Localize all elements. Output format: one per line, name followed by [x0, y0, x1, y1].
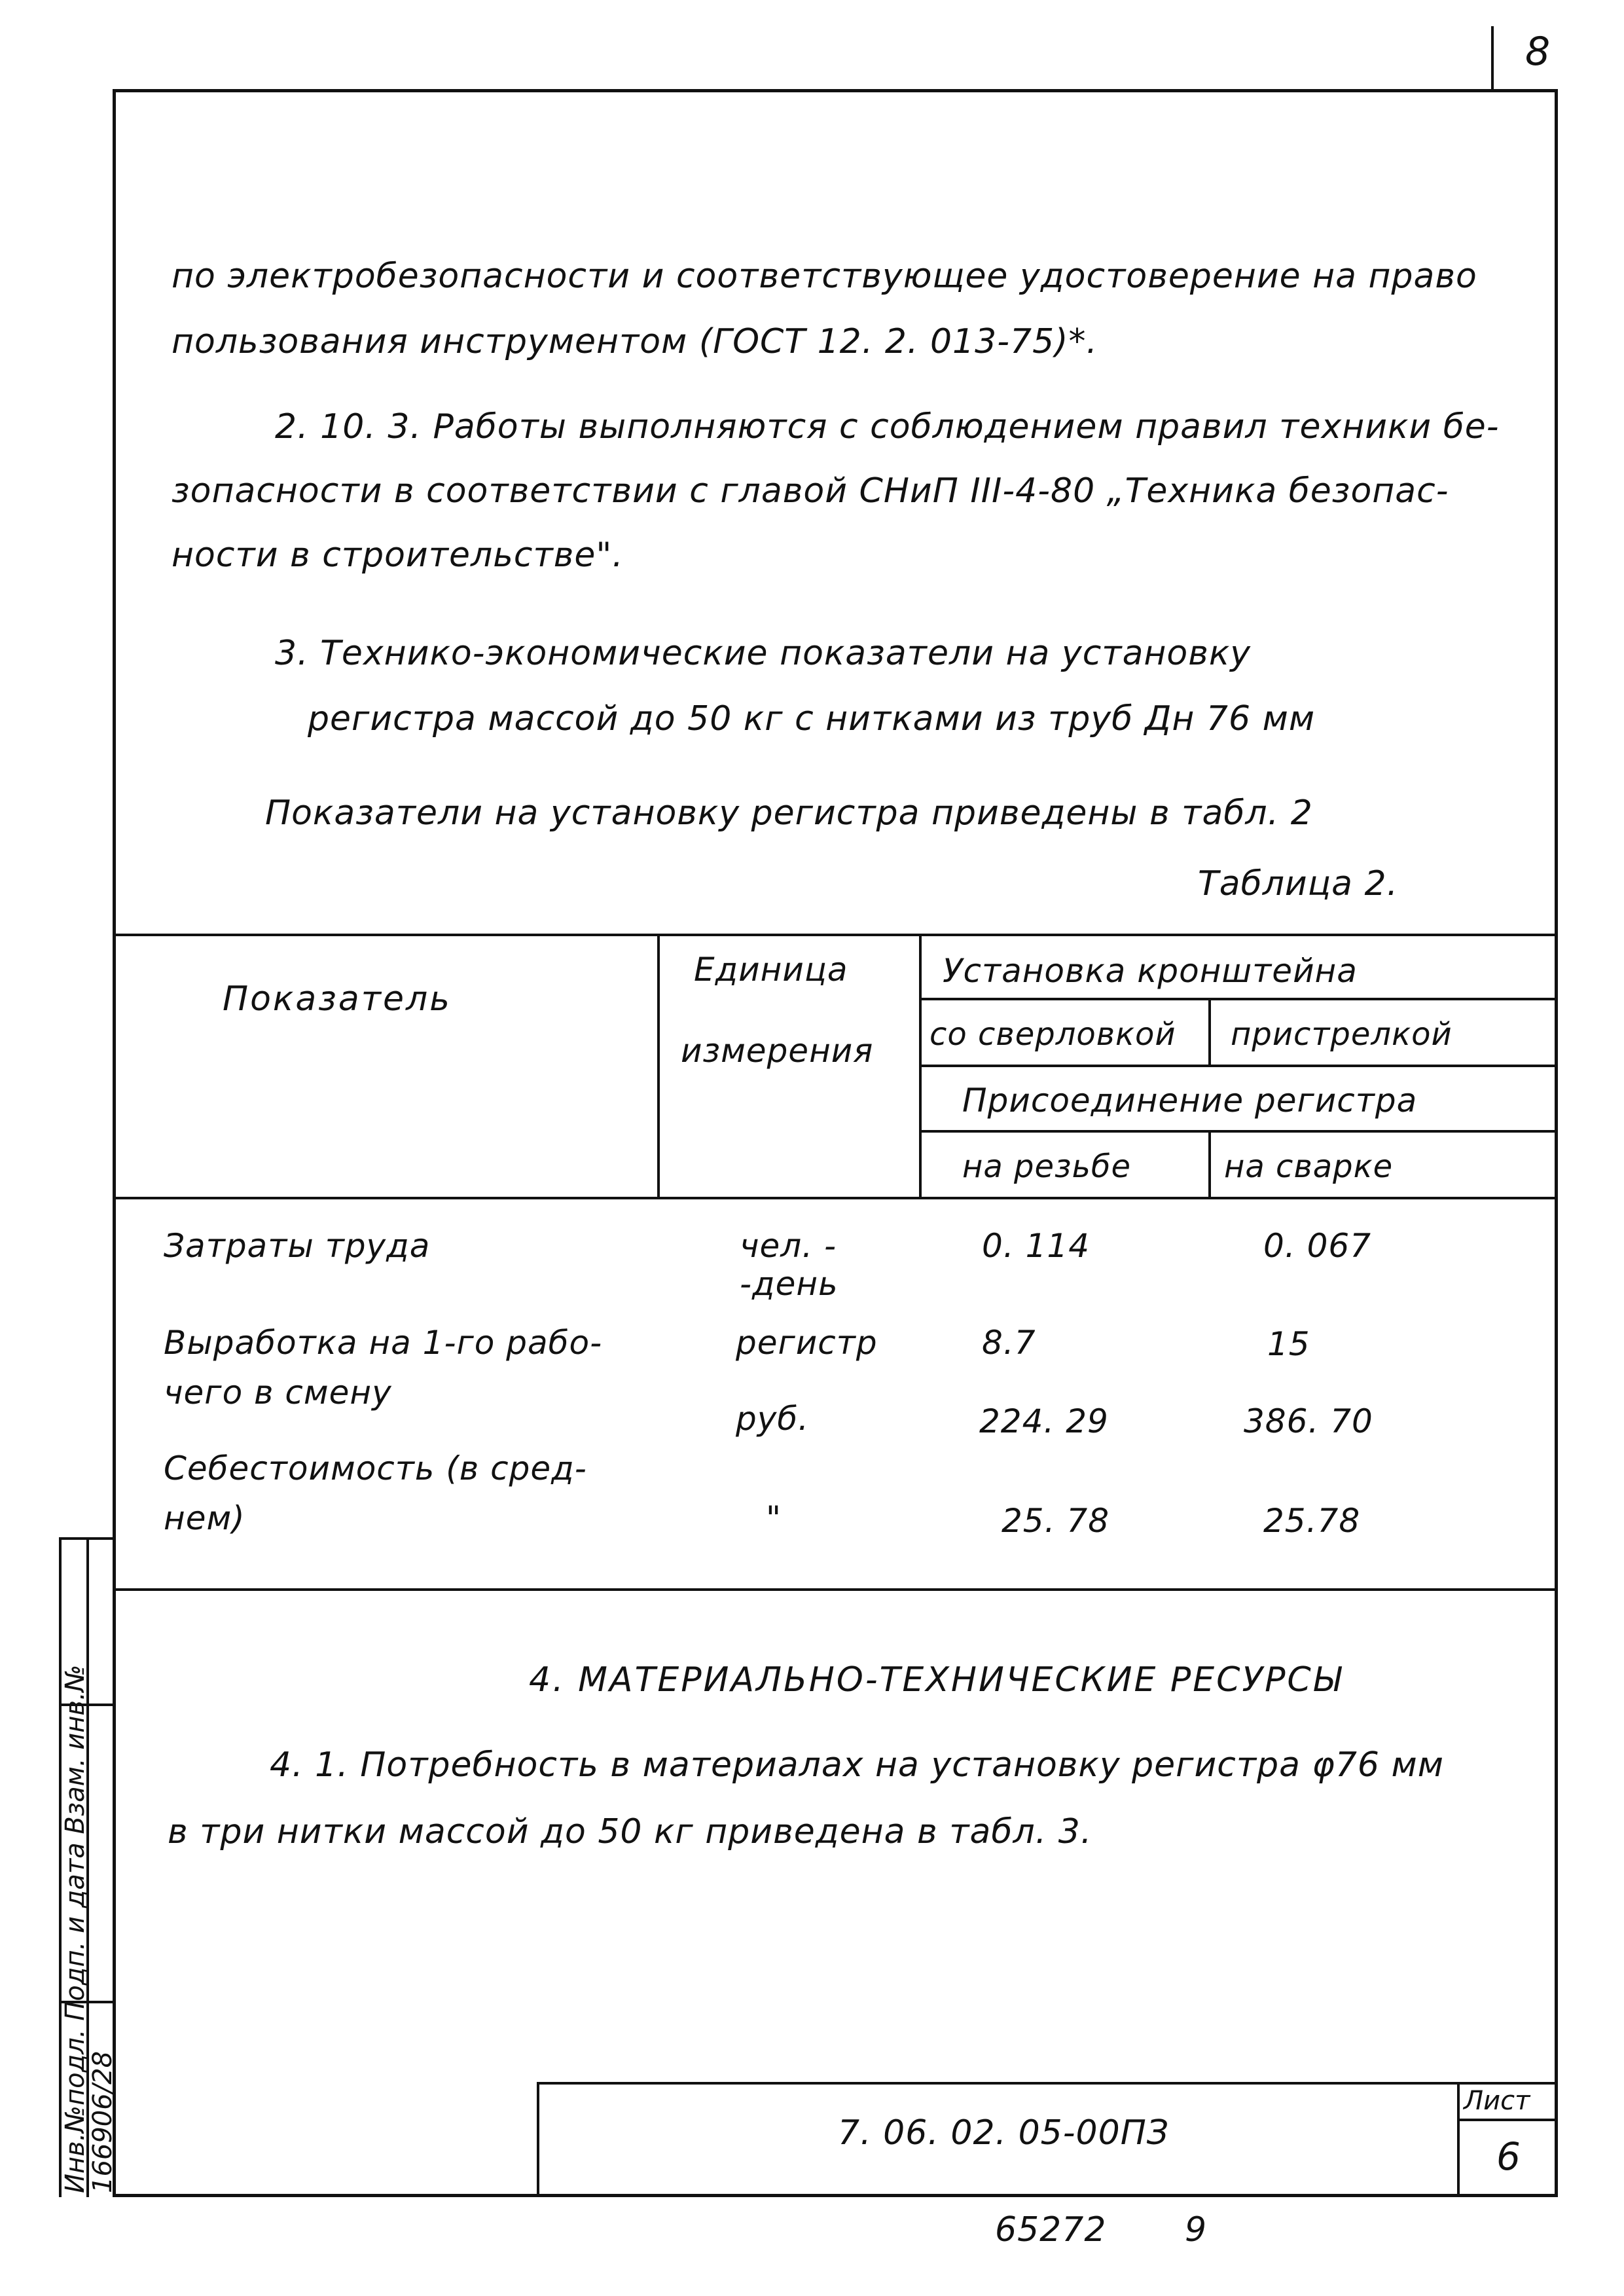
archive-page: 9	[1185, 2210, 1208, 2250]
page-frame	[113, 89, 1558, 2197]
row-1-unit-2: -день	[740, 1265, 839, 1303]
table-hline-sub	[919, 1065, 1558, 1067]
row-1-unit-1: чел. -	[740, 1227, 837, 1265]
row-2-value-1: 8.7	[982, 1324, 1036, 1362]
table-header-unit-1: Единица	[694, 951, 848, 989]
table-header-weld: на сварке	[1224, 1148, 1394, 1185]
table-header-connection: Присоединение регистра	[962, 1082, 1418, 1120]
table-header-drilling: со сверловкой	[929, 1016, 1176, 1053]
row-1-value-2: 0. 067	[1263, 1227, 1372, 1265]
document-code: 7. 06. 02. 05-00ПЗ	[838, 2113, 1170, 2153]
table-caption: Таблица 2.	[1198, 864, 1399, 903]
para-2-10-3-line-1: 2. 10. 3. Работы выполняются с соблюдением правил техники бе-	[275, 407, 1500, 446]
sheet-label: Лист	[1464, 2086, 1530, 2116]
title-block-left	[537, 2082, 539, 2197]
archive-number: 65272	[995, 2210, 1107, 2250]
sheet-number: 6	[1496, 2134, 1521, 2179]
table-header-unit-2: измерения	[681, 1032, 874, 1070]
table-header-indicator: Показатель	[223, 979, 452, 1019]
side-stamp-inv-number: 166906/28	[88, 2050, 118, 2193]
table-header-thread: на резьбе	[962, 1148, 1131, 1185]
title-block-divider	[1457, 2082, 1460, 2197]
table-col-divider-1	[657, 934, 660, 1199]
section-4-title: 4. МАТЕРИАЛЬНО-ТЕХНИЧЕСКИЕ РЕСУРСЫ	[529, 1660, 1343, 1700]
row-2-name-1: Выработка на 1-го рабо-	[164, 1324, 603, 1362]
row-3-unit: руб.	[736, 1400, 810, 1438]
row-4-unit: "	[766, 1499, 782, 1537]
section-3-title-line-1: 3. Технико-экономические показатели на установку	[275, 634, 1252, 673]
title-block-sheet-line	[1457, 2119, 1558, 2121]
table-hline-conn	[919, 1130, 1558, 1133]
body-line-2: пользования инструментом (ГОСТ 12. 2. 013-75)*.	[171, 322, 1098, 361]
para-2-10-3-line-3: ности в строительстве".	[171, 536, 624, 575]
section-4-para-line-1: 4. 1. Потребность в материалах на установку регистра φ76 мм	[270, 1745, 1444, 1785]
section-3-text: Показатели на установку регистра приведены в табл. 2	[265, 793, 1313, 833]
row-4-name-2: нем)	[164, 1499, 245, 1537]
section-4-para-line-2: в три нитки массой до 50 кг приведена в табл. 3.	[168, 1812, 1092, 1851]
row-2-name-2: чего в смену	[164, 1374, 392, 1412]
table-header-group: Установка кронштейна	[943, 952, 1358, 990]
table-header-bottom	[113, 1197, 1558, 1199]
body-line-1: по электробезопасности и соответствующее удостоверение на право	[171, 257, 1477, 296]
table-bottom-border	[113, 1588, 1558, 1591]
row-2-value-2: 15	[1267, 1325, 1310, 1363]
title-block-top	[537, 2082, 1558, 2085]
row-1-name: Затраты труда	[164, 1227, 431, 1265]
table-sub-divider-2	[1208, 1130, 1211, 1199]
side-stamp-labels: Инв.№подл. Подп. и дата Взам. инв.№	[60, 1664, 90, 2193]
section-3-title-line-2: регистра массой до 50 кг с нитками из труб Дн 76 мм	[308, 699, 1316, 738]
row-1-value-1: 0. 114	[982, 1227, 1091, 1265]
row-4-name-1: Себестоимость (в сред-	[164, 1449, 587, 1487]
row-2-unit: регистр	[736, 1324, 878, 1362]
row-3-value-1: 224. 29	[979, 1402, 1109, 1440]
row-4-value-2: 25.78	[1263, 1502, 1361, 1540]
table-top-border	[113, 934, 1558, 936]
table-sub-divider-1	[1208, 998, 1211, 1065]
para-2-10-3-line-2: зопасности в соответствии с главой СНиП III-4-80 „Техника безопас-	[171, 471, 1449, 511]
table-hline-group	[919, 998, 1558, 1000]
page-corner-number: 8	[1525, 29, 1551, 75]
table-header-shooting: пристрелкой	[1231, 1016, 1453, 1053]
corner-divider	[1491, 26, 1494, 92]
row-4-value-1: 25. 78	[1001, 1502, 1110, 1540]
row-3-value-2: 386. 70	[1244, 1402, 1373, 1440]
